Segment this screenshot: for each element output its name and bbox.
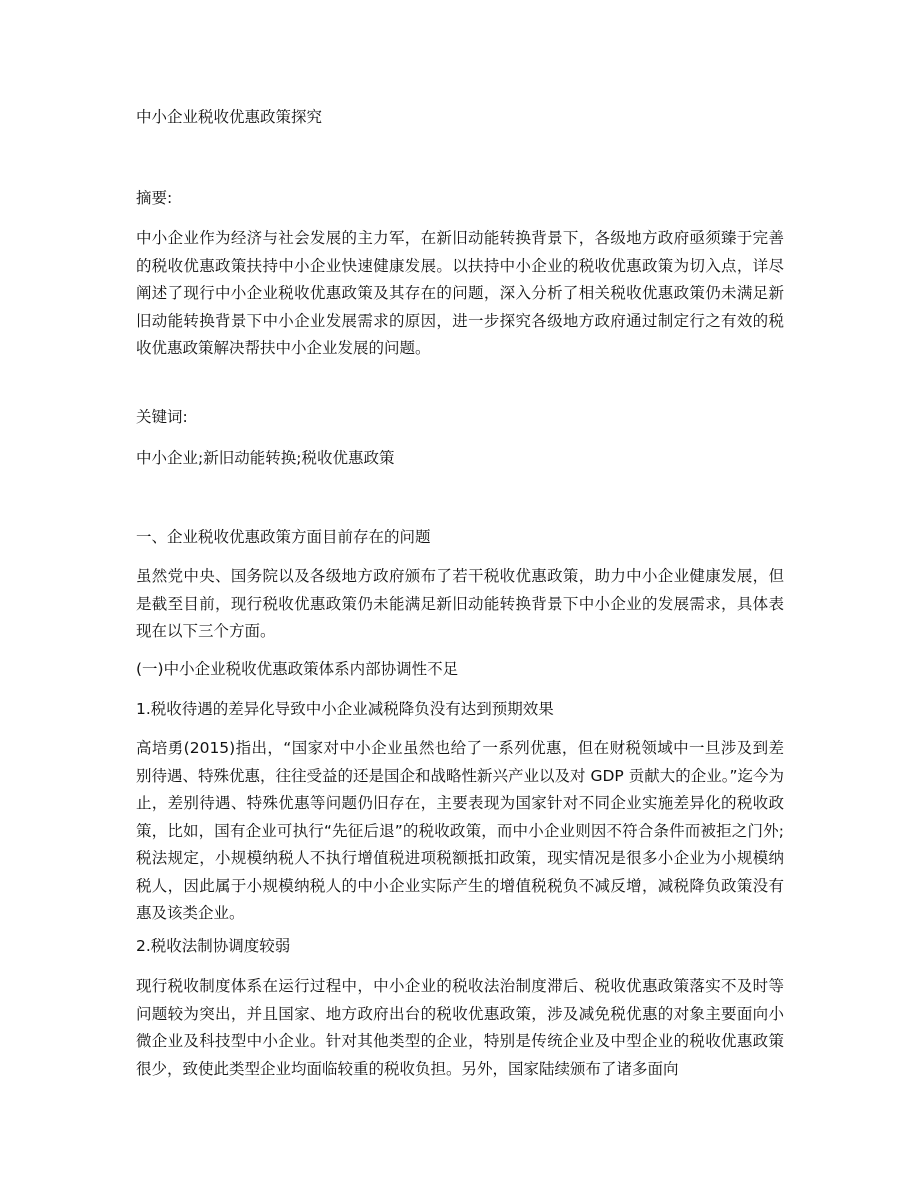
point-heading: 2.税收法制协调度较弱	[136, 937, 291, 955]
subsection-heading: (一)中小企业税收优惠政策体系内部协调性不足	[136, 660, 459, 678]
keywords-label: 关键词:	[136, 408, 188, 426]
abstract-label: 摘要:	[136, 189, 173, 207]
section-heading: 一、企业税收优惠政策方面目前存在的问题	[136, 528, 431, 546]
document-title: 中小企业税收优惠政策探究	[136, 108, 323, 126]
point-heading: 1.税收待遇的差异化导致中小企业减税降负没有达到预期效果	[136, 700, 554, 718]
keywords-text: 中小企业;新旧动能转换;税收优惠政策	[136, 449, 395, 467]
point-paragraph: 高培勇(2015)指出，“国家对中小企业虽然也给了一系列优惠，但在财税领域中一旦涉及到差别待遇、特殊优惠，往往受益的还是国企和战略性新兴产业以及对 GDP 贡献大的企业。”迄今为止，差别待遇、特殊优惠等问题仍旧存在，主要表现为国家针对不同企业实施差异化的税收政策，比如，国有企业可执行“先征后退”的税收政策，而中小企业则因不符合条件而被拒之门外;税法规定，小规模纳税人不执行增值税进项税额抵扣政策，现实情况是很多小企业为小规模纳税人，因此属于小规模纳税人的中小企业实际产生的增值税税负不减反增，减税降负政策没有惠及该类企业。	[136, 739, 784, 922]
point-paragraph: 现行税收制度体系在运行过程中，中小企业的税收法治制度滞后、税收优惠政策落实不及时等问题较为突出，并且国家、地方政府出台的税收优惠政策，涉及减免税优惠的对象主要面向小微企业及科技型中小企业。针对其他类型的企业，特别是传统企业及中型企业的税收优惠政策很少，致使此类型企业均面临较重的税收负担。另外，国家陆续颁布了诸多面向	[136, 977, 784, 1078]
section-intro-paragraph: 虽然党中央、国务院以及各级地方政府颁布了若干税收优惠政策，助力中小企业健康发展，但是截至目前，现行税收优惠政策仍未能满足新旧动能转换背景下中小企业的发展需求，具体表现在以下三个方面。	[136, 567, 784, 640]
abstract-text: 中小企业作为经济与社会发展的主力军，在新旧动能转换背景下，各级地方政府亟须臻于完善的税收优惠政策扶持中小企业快速健康发展。以扶持中小企业的税收优惠政策为切入点，详尽阐述了现行中小企业税收优惠政策及其存在的问题，深入分析了相关税收优惠政策仍未满足新旧动能转换背景下中小企业发展需求的原因，进一步探究各级地方政府通过制定行之有效的税收优惠政策解决帮扶中小企业发展的问题。	[136, 229, 784, 357]
